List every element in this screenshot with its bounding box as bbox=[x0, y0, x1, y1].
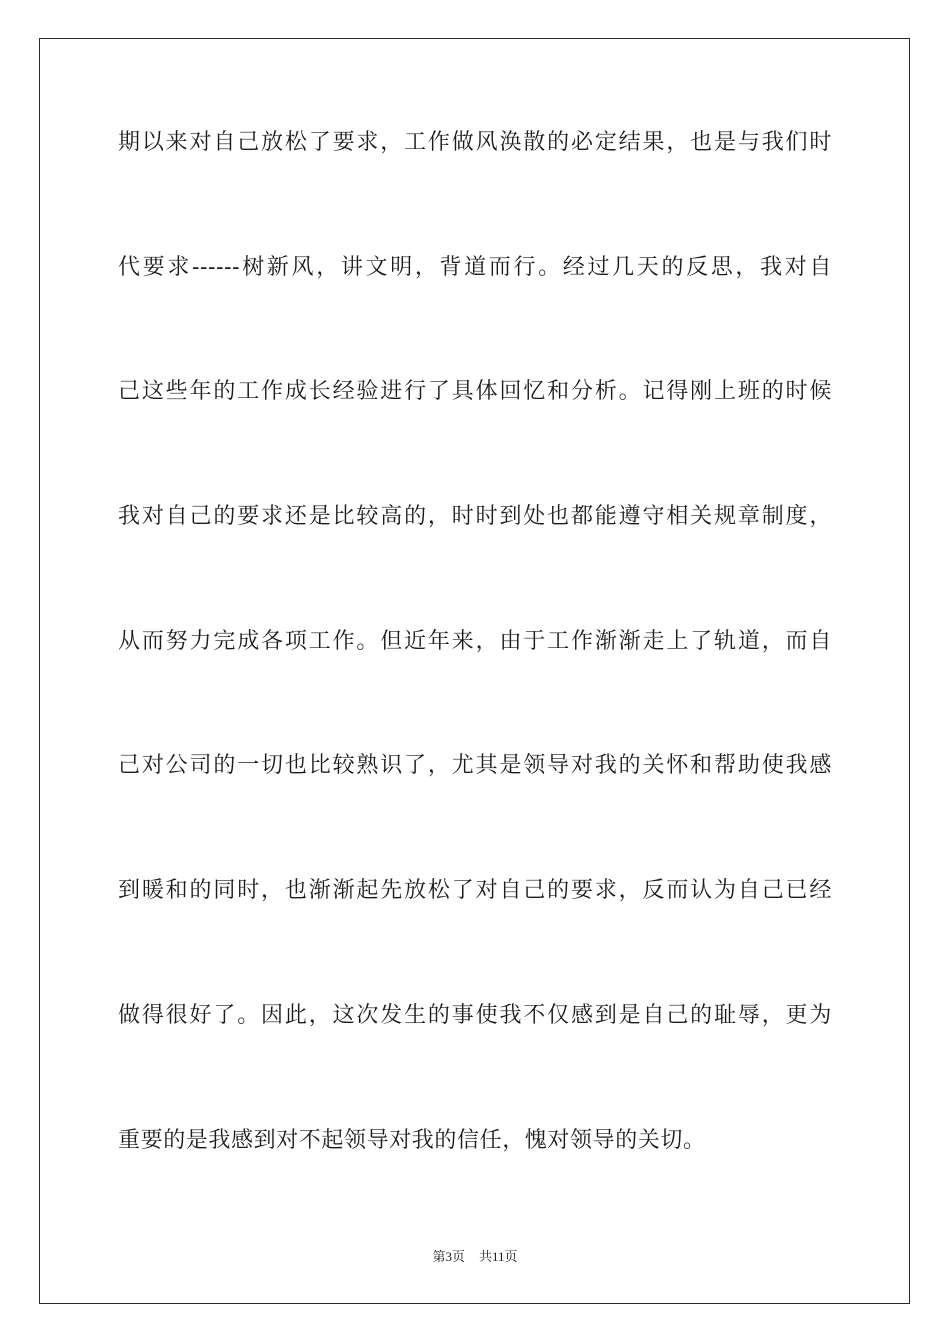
text-line: 期以来对自己放松了要求，工作做风涣散的必定结果，也是与我们时 bbox=[118, 130, 832, 155]
page-footer bbox=[0, 1246, 950, 1265]
text-line: 代要求------树新风，讲文明，背道而行。经过几天的反思，我对自 bbox=[118, 254, 832, 280]
body-text bbox=[118, 128, 832, 1250]
text-line: 己对公司的一切也比较熟识了，尤其是领导对我的关怀和帮助使我感 bbox=[118, 753, 832, 779]
text-line: 重要的是我感到对不起领导对我的信任，愧对领导的关切。 bbox=[118, 1127, 706, 1153]
text-line: 我对自己的要求还是比较高的，时时到处也都能遵守相关规章制度， bbox=[118, 504, 832, 530]
page-number: 第3页 bbox=[432, 1249, 465, 1264]
text-line: 到暖和的同时，也渐渐起先放松了对自己的要求，反而认为自己已经 bbox=[118, 878, 832, 904]
text-line: 己这些年的工作成长经验进行了具体回忆和分析。记得刚上班的时候 bbox=[118, 379, 832, 405]
text-line: 从而努力完成各项工作。但近年来，由于工作渐渐走上了轨道，而自 bbox=[118, 628, 832, 654]
text-line: 做得很好了。因此，这次发生的事使我不仅感到是自己的耻辱，更为 bbox=[118, 1002, 832, 1028]
page-total: 共11页 bbox=[478, 1249, 518, 1264]
